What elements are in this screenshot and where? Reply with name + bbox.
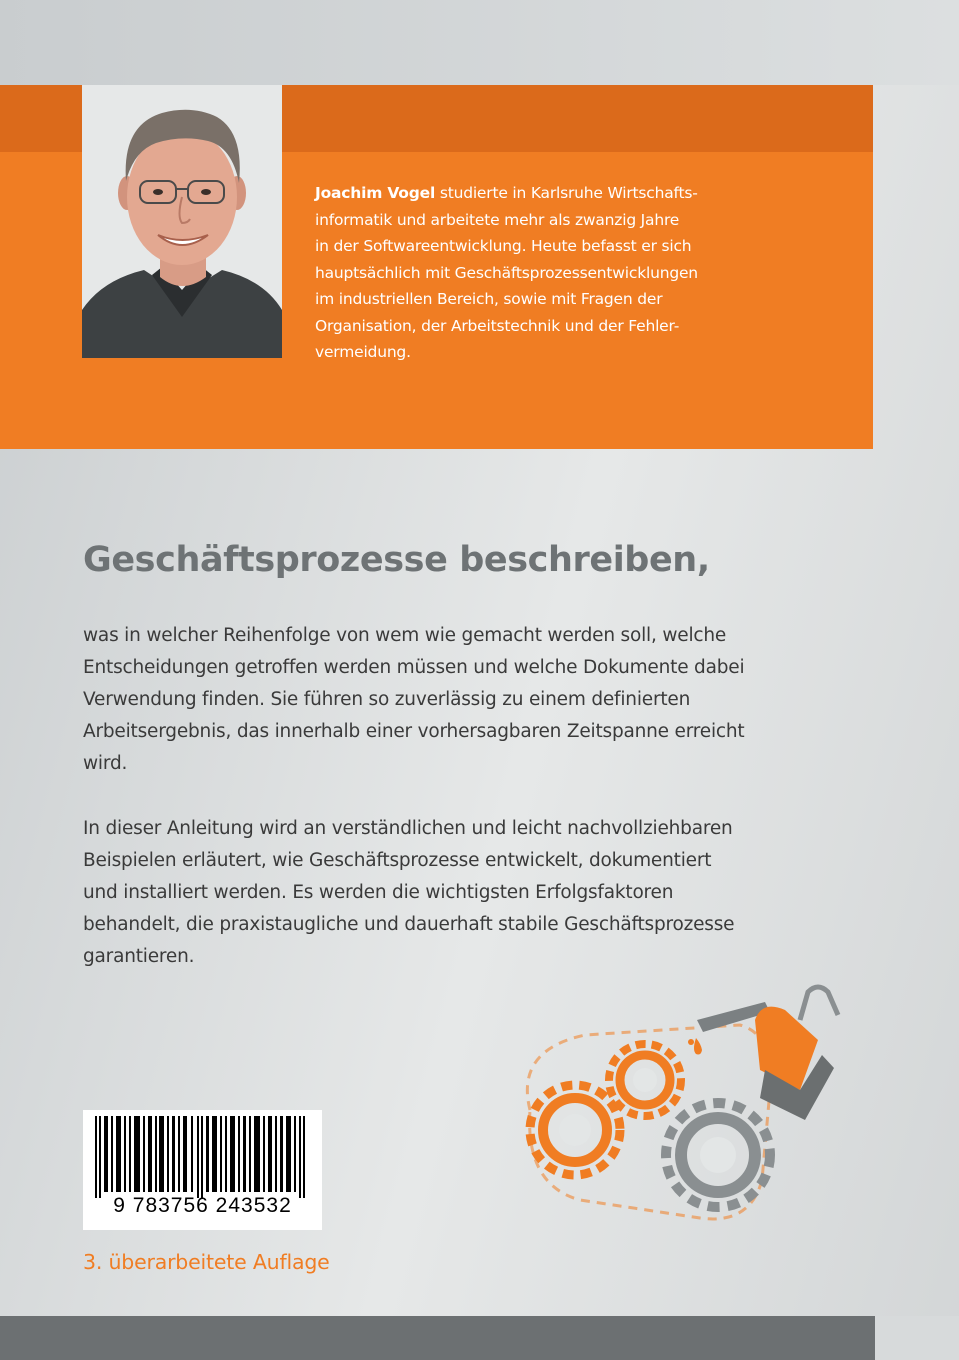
author-photo	[82, 85, 282, 358]
edition-label: 3. überarbeitete Auflage	[83, 1250, 330, 1274]
paragraph-line: wird.	[83, 753, 128, 774]
paragraph-line: In dieser Anleitung wird an verständlichen und leicht nachvollziehbaren	[83, 818, 733, 839]
paragraph-line: was in welcher Reihenfolge von wem wie gemacht werden soll, welche	[83, 625, 727, 646]
orange-gear-small	[609, 1044, 681, 1116]
isbn-number: 9 783756 243532	[113, 1194, 292, 1217]
author-bio-line: im industriellen Bereich, sowie mit Fragen der	[315, 290, 663, 308]
author-bio-line: informatik und arbeitete mehr als zwanzig Jahre	[315, 210, 680, 229]
description-paragraph-1	[83, 620, 783, 780]
barcode-bars	[83, 1110, 322, 1200]
paragraph-line: Beispielen erläutert, wie Geschäftsprozesse entwickelt, dokumentiert	[83, 850, 712, 871]
gears-icon	[500, 980, 845, 1240]
headline: Geschäftsprozesse beschreiben,	[83, 540, 710, 580]
top-band	[0, 0, 959, 85]
oil-can-icon	[688, 987, 838, 1120]
barcode	[83, 1110, 322, 1230]
paragraph-line: und installiert werden. Es werden die wichtigsten Erfolgsfaktoren	[83, 882, 674, 903]
paragraph-line: Arbeitsergebnis, das innerhalb einer vorhersagbaren Zeitspanne erreicht	[83, 721, 745, 742]
author-bio	[315, 180, 735, 366]
author-panel	[0, 85, 873, 449]
description-paragraph-2	[83, 813, 783, 973]
paragraph-line: Entscheidungen getroffen werden müssen und welche Dokumente dabei	[83, 657, 745, 678]
author-bio-line: hauptsächlich mit Geschäftsprozessentwicklungen	[315, 263, 698, 282]
paragraph-line: behandelt, die praxistaugliche und dauerhaft stabile Geschäftsprozesse	[83, 914, 735, 935]
author-bio-line: in der Softwareentwicklung. Heute befasst er sich	[315, 237, 692, 255]
author-name: Joachim Vogel	[315, 184, 436, 202]
orange-gear-large	[530, 1085, 620, 1175]
author-bio-line: studierte in Karlsruhe Wirtschafts-	[439, 184, 698, 202]
footer-bar	[0, 1316, 875, 1360]
paragraph-line: garantieren.	[83, 946, 195, 967]
footer-edge	[875, 1316, 959, 1360]
gray-gear	[666, 1103, 770, 1207]
author-bio-line: Organisation, der Arbeitstechnik und der Fehler-	[315, 316, 680, 335]
author-bio-line: vermeidung.	[315, 343, 411, 361]
paragraph-line: Verwendung finden. Sie führen so zuverlässig zu einem definierten	[83, 689, 691, 710]
